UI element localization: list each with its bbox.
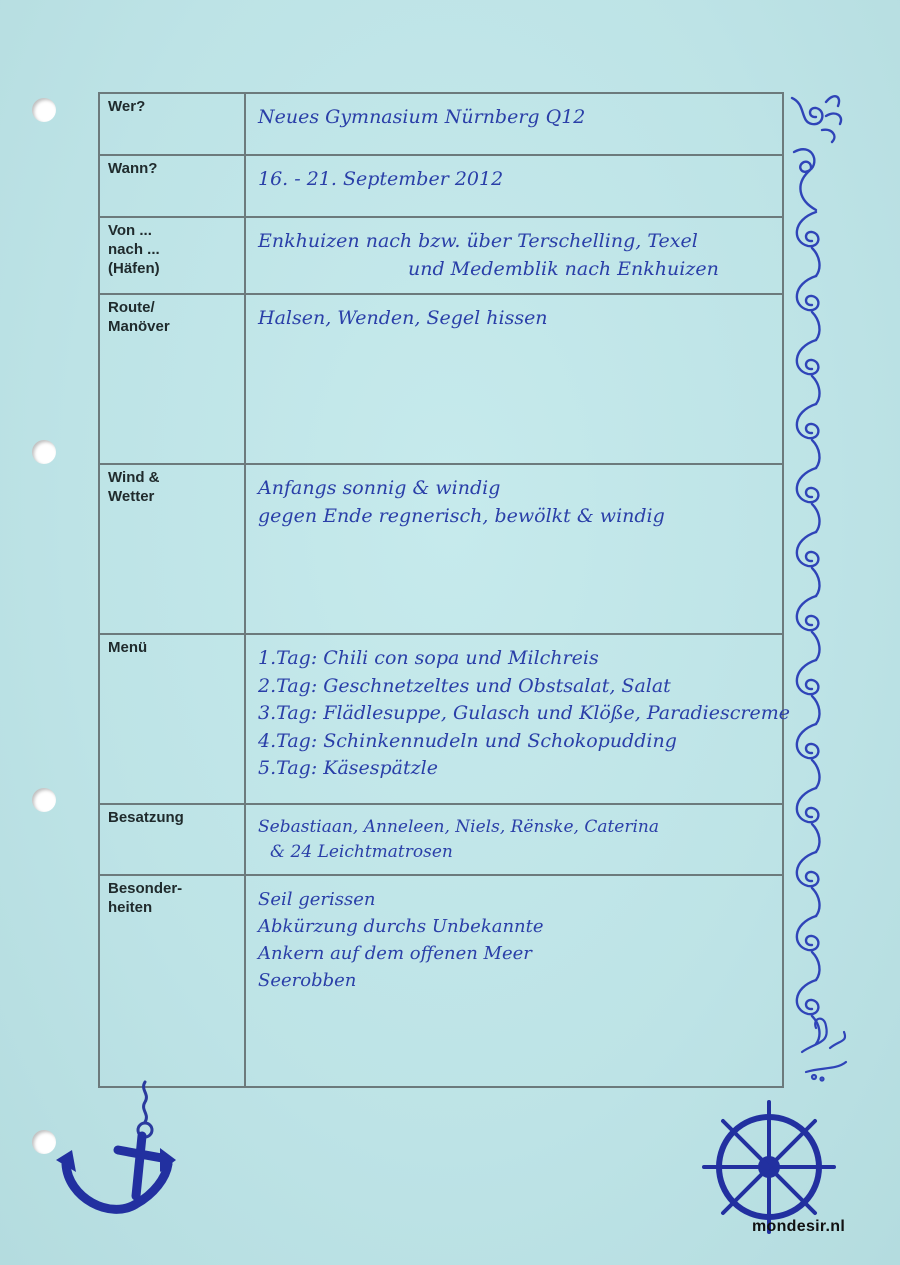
row-label: Besatzung xyxy=(99,804,245,875)
wave-swirl xyxy=(797,468,820,532)
entry-menu xyxy=(245,634,790,804)
row-wetter xyxy=(99,464,783,634)
entry-line: Anfangs sonnig & windig xyxy=(258,477,501,500)
row-label: Besonder- heiten xyxy=(99,875,245,1087)
wave-swirl xyxy=(797,276,820,340)
entry-line: Halsen, Wenden, Segel hissen xyxy=(258,307,548,330)
wave-swirl xyxy=(797,980,820,1044)
row-label: Wer? xyxy=(99,93,245,155)
entry-line: Abkürzung durchs Unbekannte xyxy=(258,916,544,938)
entry-line: 2.Tag: Geschnetzeltes und Obstsalat, Salat xyxy=(258,674,671,697)
sailing-log-table xyxy=(98,92,790,1088)
wave-swirl xyxy=(797,596,820,660)
entry-wer xyxy=(245,93,783,155)
entry-line: Neues Gymnasium Nürnberg Q12 xyxy=(258,106,586,128)
row-besatzung xyxy=(99,804,783,875)
punch-hole xyxy=(32,440,56,464)
wave-swirl xyxy=(797,660,820,724)
wave-swirl xyxy=(797,852,820,916)
entry-line: Ankern auf dem offenen Meer xyxy=(258,943,532,965)
wave-swirl xyxy=(797,916,820,980)
entry-haefen xyxy=(245,217,783,294)
punch-hole xyxy=(32,788,56,812)
entry-line: Sebastiaan, Anneleen, Niels, Rënske, Caterina xyxy=(258,817,660,838)
row-wann xyxy=(99,155,783,217)
wave-swirl xyxy=(797,212,820,276)
row-menu xyxy=(99,634,783,804)
row-label: Menü xyxy=(99,634,245,804)
entry-wetter xyxy=(245,464,783,634)
entry-besatzung xyxy=(245,804,783,875)
entry-line: Seerobben xyxy=(258,970,357,992)
row-label: Route/ Manöver xyxy=(99,294,245,464)
anchor-drawing xyxy=(50,1078,180,1228)
wave-swirl xyxy=(797,788,820,852)
entry-line: 16. - 21. September 2012 xyxy=(258,168,504,190)
row-wer xyxy=(99,93,783,155)
wave-swirl xyxy=(797,724,820,788)
punch-hole xyxy=(32,98,56,122)
wave-swirl xyxy=(797,340,820,404)
wave-swirl xyxy=(797,532,820,596)
ship-wheel-drawing xyxy=(700,1098,838,1236)
entry-besonderheiten xyxy=(245,875,783,1087)
entry-line: 5.Tag: Käsespätzle xyxy=(258,757,438,780)
entry-line: 3.Tag: Flädlesuppe, Gulasch und Klöße, Paradiescreme xyxy=(258,702,790,725)
row-route xyxy=(99,294,783,464)
entry-line: & 24 Leichtmatrosen xyxy=(270,841,453,862)
wave-scroll-border xyxy=(786,92,856,1082)
entry-line: und Medemblik nach Enkhuizen xyxy=(408,257,719,280)
row-besonderheiten xyxy=(99,875,783,1087)
entry-line: Seil gerissen xyxy=(258,889,376,911)
row-haefen xyxy=(99,217,783,294)
row-label: Von ... nach ... (Häfen) xyxy=(99,217,245,294)
entry-line: 1.Tag: Chili con sopa und Milchreis xyxy=(258,647,599,670)
entry-route xyxy=(245,294,783,464)
row-label: Wann? xyxy=(99,155,245,217)
row-label: Wind & Wetter xyxy=(99,464,245,634)
entry-line: 4.Tag: Schinkennudeln und Schokopudding xyxy=(258,729,677,752)
watermark: mondesir.nl xyxy=(752,1218,846,1235)
entry-line: gegen Ende regnerisch, bewölkt & windig xyxy=(258,504,665,527)
entry-line: Enkhuizen nach bzw. über Terschelling, Texel xyxy=(258,230,698,252)
entry-wann xyxy=(245,155,783,217)
wave-swirl xyxy=(797,404,820,468)
